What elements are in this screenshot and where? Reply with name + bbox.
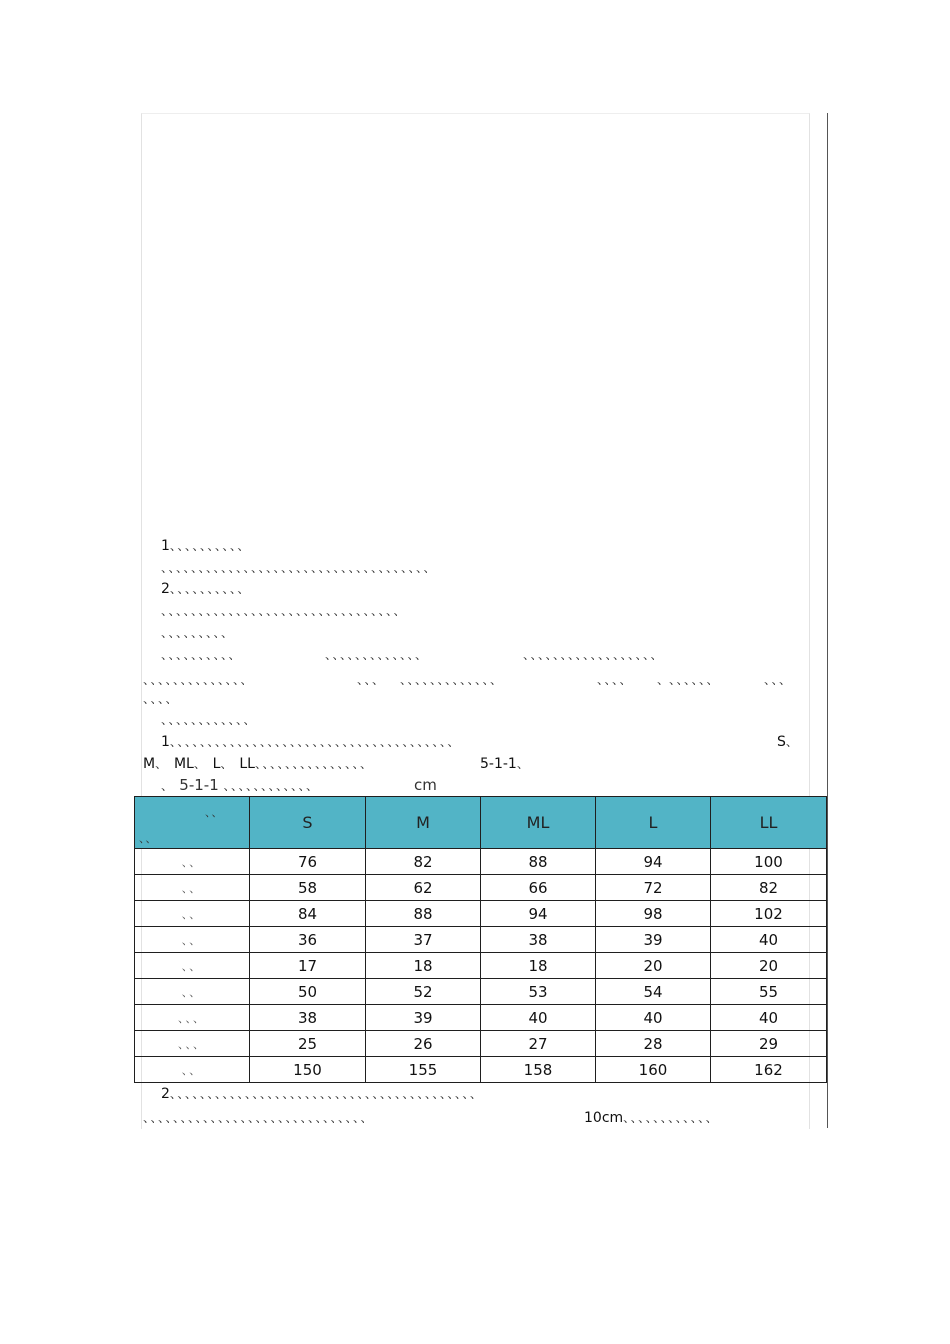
paragraph-fragment: 、、、、、、、、、、、、、 bbox=[400, 673, 504, 687]
paragraph-fragment: 、、、、、、 bbox=[669, 673, 721, 687]
table-cell: 27 bbox=[481, 1031, 596, 1057]
paragraph-fragment: 10cm、、、、、、、、、、、、 bbox=[584, 1110, 720, 1126]
table-cell: 98 bbox=[596, 901, 711, 927]
table-cell: 29 bbox=[711, 1031, 827, 1057]
table-row bbox=[135, 1057, 827, 1083]
table-unit: cm bbox=[414, 776, 437, 794]
table-row bbox=[135, 979, 827, 1005]
table-cell: 94 bbox=[596, 849, 711, 875]
row-label: 、、 bbox=[135, 901, 250, 927]
size-list-line: M、 ML、 L、 LL、、、、、、、、、、、、、、、 bbox=[143, 756, 374, 772]
table-cell: 88 bbox=[481, 849, 596, 875]
table-cell: 38 bbox=[481, 927, 596, 953]
table-cell: 40 bbox=[596, 1005, 711, 1031]
table-cell: 20 bbox=[596, 953, 711, 979]
table-cell: 50 bbox=[250, 979, 366, 1005]
paragraph-fragment: 、、、 bbox=[357, 673, 386, 687]
paragraph-line: 、、、、、、、、、、、、、、、、、、、、、、、、、、、、、、、、 bbox=[161, 604, 408, 618]
table-cell: 40 bbox=[711, 1005, 827, 1031]
subheading: 、、、、、、、、、 bbox=[161, 626, 235, 640]
table-cell: 25 bbox=[250, 1031, 366, 1057]
table-cell: 72 bbox=[596, 875, 711, 901]
table-cell: 37 bbox=[366, 927, 481, 953]
table-cell: 54 bbox=[596, 979, 711, 1005]
table-cell: 38 bbox=[250, 1005, 366, 1031]
table-cell: 88 bbox=[366, 901, 481, 927]
paragraph-line: 、、、、、、、、、、、、、、、、、、、、、、、、、、、、、、、、、、、、 bbox=[161, 561, 438, 575]
row-label: 、、、 bbox=[135, 1031, 250, 1057]
table-cell: 17 bbox=[250, 953, 366, 979]
paragraph-fragment: 、、、、、、、、、、、、、 bbox=[325, 648, 429, 662]
table-reference: 5-1-1、 bbox=[480, 756, 531, 772]
table-cell: 26 bbox=[366, 1031, 481, 1057]
table-row bbox=[135, 1005, 827, 1031]
table-row bbox=[135, 875, 827, 901]
table-cell: 162 bbox=[711, 1057, 827, 1083]
table-corner-cell: 、、 、、 bbox=[135, 797, 250, 849]
table-cell: 66 bbox=[481, 875, 596, 901]
table-cell: 18 bbox=[366, 953, 481, 979]
paragraph-fragment: 、、、、 bbox=[597, 673, 634, 687]
table-row bbox=[135, 849, 827, 875]
row-label: 、、、 bbox=[135, 1005, 250, 1031]
size-table bbox=[134, 796, 827, 1083]
table-row bbox=[135, 901, 827, 927]
table-cell: 52 bbox=[366, 979, 481, 1005]
table-row bbox=[135, 953, 827, 979]
table-cell: 76 bbox=[250, 849, 366, 875]
table-cell: 36 bbox=[250, 927, 366, 953]
table-cell: 40 bbox=[481, 1005, 596, 1031]
header-size-m: M bbox=[366, 797, 481, 849]
table-header-row bbox=[135, 797, 827, 849]
section-item-2: 2、、、、、、、、、、 bbox=[161, 581, 251, 597]
table-cell: 82 bbox=[711, 875, 827, 901]
margin-rule bbox=[827, 113, 828, 1128]
table-cell: 84 bbox=[250, 901, 366, 927]
paragraph-line: 2、、、、、、、、、、、、、、、、、、、、、、、、、、、、、、、、、、、、、、、、、 bbox=[161, 1086, 484, 1102]
header-size-s: S bbox=[250, 797, 366, 849]
row-label: 、、 bbox=[135, 979, 250, 1005]
table-cell: 55 bbox=[711, 979, 827, 1005]
row-label: 、、 bbox=[135, 849, 250, 875]
size-label-s: S、 bbox=[777, 734, 800, 750]
header-size-l: L bbox=[596, 797, 711, 849]
subheading: 、、、、、、、、、、、、 bbox=[161, 713, 258, 727]
table-row bbox=[135, 1031, 827, 1057]
table-row bbox=[135, 927, 827, 953]
table-cell: 82 bbox=[366, 849, 481, 875]
table-caption: 、 5-1-1 、、、、、、、、、、、、 bbox=[161, 776, 320, 794]
table-cell: 58 bbox=[250, 875, 366, 901]
table-cell: 39 bbox=[596, 927, 711, 953]
table-cell: 18 bbox=[481, 953, 596, 979]
table-cell: 150 bbox=[250, 1057, 366, 1083]
paragraph-line: 、、、、、、、、、、、、、、、、、、、、、、、、、、、、、、 bbox=[143, 1111, 375, 1125]
row-label: 、、 bbox=[135, 1057, 250, 1083]
table-cell: 160 bbox=[596, 1057, 711, 1083]
table-cell: 94 bbox=[481, 901, 596, 927]
row-label: 、、 bbox=[135, 927, 250, 953]
table-cell: 102 bbox=[711, 901, 827, 927]
paragraph-line: 、、、、、、、、、、、、、、 bbox=[143, 673, 255, 687]
paragraph-fragment: 、、、 bbox=[764, 673, 793, 687]
row-label: 、、 bbox=[135, 875, 250, 901]
paragraph-line: 、、、、 bbox=[143, 692, 180, 706]
section-item-1: 1、、、、、、、、、、 bbox=[161, 538, 251, 554]
table-cell: 39 bbox=[366, 1005, 481, 1031]
table-cell: 158 bbox=[481, 1057, 596, 1083]
paragraph-fragment: 、 bbox=[657, 673, 671, 687]
table-cell: 20 bbox=[711, 953, 827, 979]
table-cell: 62 bbox=[366, 875, 481, 901]
table-cell: 155 bbox=[366, 1057, 481, 1083]
table-cell: 28 bbox=[596, 1031, 711, 1057]
paragraph-line: 1、、、、、、、、、、、、、、、、、、、、、、、、、、、、、、、、、、、、、、 bbox=[161, 734, 461, 750]
paragraph-fragment: 、、、、、、、、、、、、、、、、、、 bbox=[523, 648, 665, 662]
table-cell: 100 bbox=[711, 849, 827, 875]
row-label: 、、 bbox=[135, 953, 250, 979]
table-cell: 53 bbox=[481, 979, 596, 1005]
paragraph-line: 、、、、、、、、、、 bbox=[161, 648, 243, 662]
header-size-ll: LL bbox=[711, 797, 827, 849]
table-cell: 40 bbox=[711, 927, 827, 953]
header-size-ml: ML bbox=[481, 797, 596, 849]
